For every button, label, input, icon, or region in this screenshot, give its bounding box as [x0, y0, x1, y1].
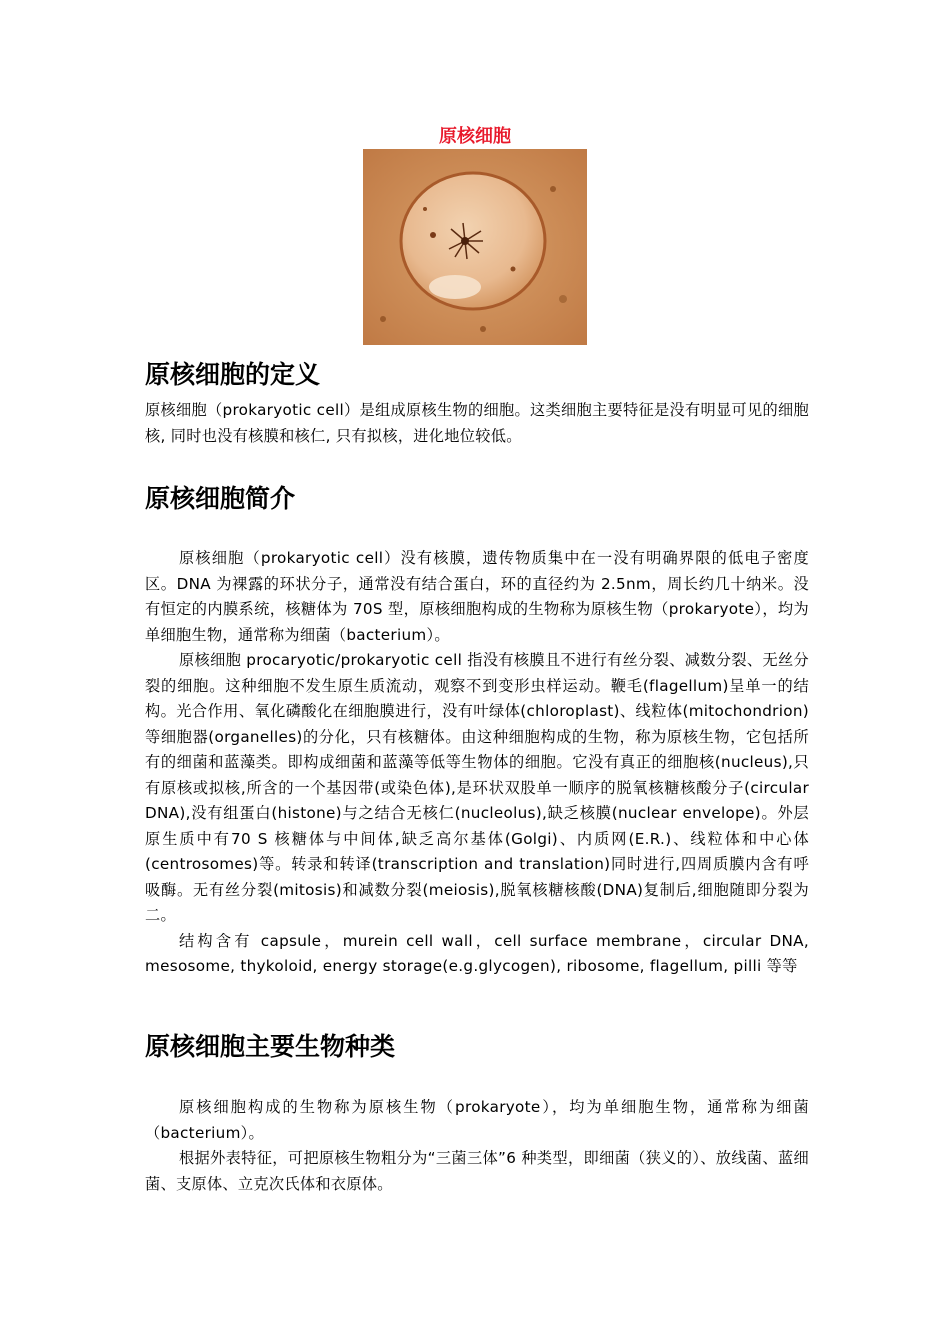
- document-title: 原核细胞: [439, 126, 511, 147]
- section-heading-introduction: 原核细胞简介: [145, 484, 296, 513]
- section-heading-definition: 原核细胞的定义: [145, 360, 321, 389]
- paragraph: 原核细胞（prokaryotic cell）是组成原核生物的细胞。这类细胞主要特征是没有明显可见的细胞核, 同时也没有核膜和核仁, 只有拟核，进化地位较低。: [145, 401, 809, 445]
- section-body-main-types: [145, 1095, 809, 1197]
- section-body-definition: [145, 398, 809, 449]
- paragraph: 原核细胞（prokaryotic cell）没有核膜，遗传物质集中在一没有明确界限的低电子密度区。DNA 为裸露的环状分子，通常没有结合蛋白，环的直径约为 2.5nm，周长约几十纳米。没有恒定的内膜系统，核糖体为 70S 型，原核细胞构成的生物称为原核生物（prokaryote），均为单细胞生物，通常称为细菌（bacterium）。: [145, 549, 809, 644]
- section-heading-main-types: 原核细胞主要生物种类: [145, 1032, 396, 1061]
- cell-micrograph: [363, 149, 587, 345]
- paragraph: 根据外表特征，可把原核生物粗分为“三菌三体”6 种类型，即细菌（狭义的）、放线菌、蓝细菌、支原体、立克次氏体和衣原体。: [145, 1149, 809, 1193]
- paragraph: 原核细胞 procaryotic/prokaryotic cell 指没有核膜且不进行有丝分裂、减数分裂、无丝分裂的细胞。这种细胞不发生原生质流动，观察不到变形虫样运动。鞭毛(flagellum)呈单一的结构。光合作用、氧化磷酸化在细胞膜进行，没有叶绿体(chloroplast)、线粒体(mitochondrion)等细胞器(organelles)的分化，只有核糖体。由这种细胞构成的生物，称为原核生物，它包括所有的细菌和蓝藻类。即构成细菌和蓝藻等低等生物体的细胞。它没有真正的细胞核(nucleus),只有原核或拟核,所含的一个基因带(或染色体),是环状双股单一顺序的脱氧核糖核酸分子(circular DNA),没有组蛋白(histone)与之结合无核仁(nucleolus),缺乏核膜(nuclear envelope)。外层原生质中有70 S 核糖体与中间体,缺乏高尔基体(Golgi)、内质网(E.R.)、线粒体和中心体(centrosomes)等。转录和转译(transcription and translation)同时进行,四周质膜内含有呼吸酶。无有丝分裂(mitosis)和减数分裂(meiosis),脱氧核糖核酸(DNA)复制后,细胞随即分裂为二。: [145, 651, 809, 924]
- section-body-introduction: [145, 546, 809, 980]
- paragraph: 结构含有 capsule，murein cell wall，cell surface membrane，circular DNA, mesosome, thykoloid, energy storage(e.g.glycogen), ribosome, flagellum, pilli 等等: [145, 931, 809, 975]
- paragraph: 原核细胞构成的生物称为原核生物（prokaryote），均为单细胞生物，通常称为细菌（bacterium）。: [145, 1098, 809, 1142]
